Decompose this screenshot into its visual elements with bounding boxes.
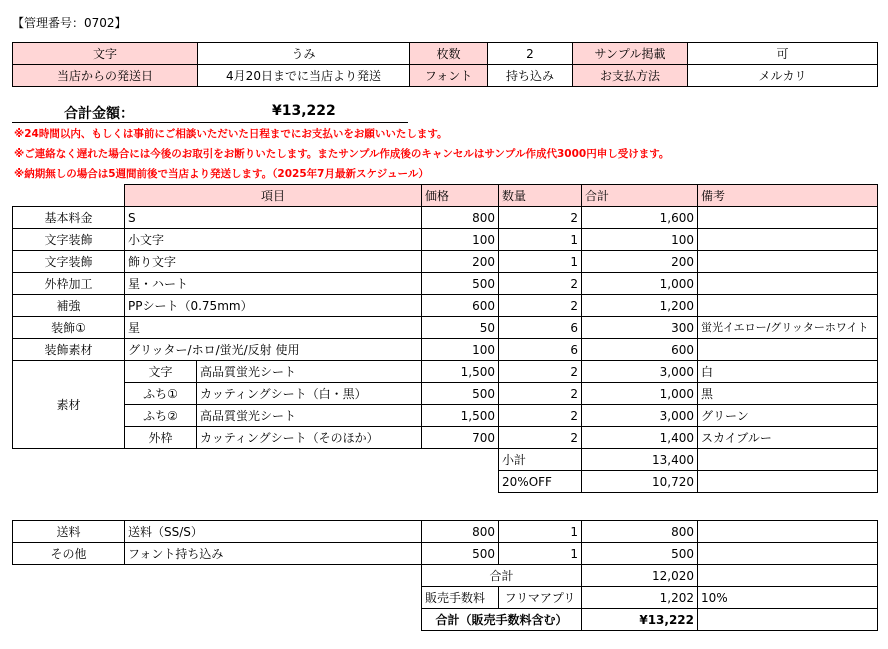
main-header-row (13, 185, 878, 207)
material-sum: 1,000 (582, 383, 698, 405)
material-price: 700 (422, 427, 499, 449)
row-price: 200 (422, 251, 499, 273)
material-price: 500 (422, 383, 499, 405)
total-row (13, 565, 878, 587)
discount-value: 10,720 (582, 471, 698, 493)
table-row (13, 521, 878, 543)
row-item: フォント持ち込み (125, 543, 422, 565)
row-item: 飾り文字 (125, 251, 422, 273)
label-text: 文字 (13, 43, 198, 65)
total-label: 合計 (422, 565, 582, 587)
row-category: 外枠加工 (13, 273, 125, 295)
row-note (698, 295, 878, 317)
fee-label: 販売手数料 (422, 587, 499, 609)
row-sum: 1,000 (582, 273, 698, 295)
subtotal-label: 小計 (499, 449, 582, 471)
value-count: 2 (488, 43, 573, 65)
material-qty: 2 (499, 383, 582, 405)
material-category: 素材 (13, 361, 125, 449)
header-sum: 合計 (582, 185, 698, 207)
label-sample: サンプル掲載 (573, 43, 688, 65)
row-category: 装飾① (13, 317, 125, 339)
row-sum: 300 (582, 317, 698, 339)
table-row (13, 339, 878, 361)
row-note (698, 339, 878, 361)
discount-label: 20%OFF (499, 471, 582, 493)
material-sub: 外枠 (125, 427, 197, 449)
note-payment: ※24時間以内、もしくは事前にご相談いただいた日程までにお支払いをお願いいたします。 (14, 128, 448, 140)
material-item: カッティングシート（白・黒） (197, 383, 422, 405)
header-item: 項目 (125, 185, 422, 207)
row-item: PPシート（0.75mm） (125, 295, 422, 317)
material-row (13, 427, 878, 449)
row-price: 600 (422, 295, 499, 317)
total-value: 12,020 (582, 565, 698, 587)
value-ship-date: 4月20日までに当店より発送 (198, 65, 410, 87)
total-amount-label: 合計金額： (64, 106, 134, 122)
row-qty: 6 (499, 317, 582, 339)
fee-platform: フリマアプリ (499, 587, 582, 609)
row-note (698, 273, 878, 295)
grand-total-label: 合計（販売手数料含む） (422, 609, 582, 631)
row-sum: 800 (582, 521, 698, 543)
material-qty: 2 (499, 427, 582, 449)
control-number: 【管理番号：0702】 (12, 16, 127, 30)
fee-row (13, 587, 878, 609)
info-row-1 (13, 43, 878, 65)
label-ship-date: 当店からの発送日 (13, 65, 198, 87)
note-delivery: ※納期無しの場合は5週間前後で当店より発送します。（2025年7月最新スケジュール） (14, 168, 429, 180)
main-table (12, 184, 878, 493)
row-price: 50 (422, 317, 499, 339)
row-item: S (125, 207, 422, 229)
row-note (698, 229, 878, 251)
value-text: うみ (198, 43, 410, 65)
total-underline (12, 122, 408, 123)
row-sum: 1,200 (582, 295, 698, 317)
row-item: グリッター/ホロ/蛍光/反射 使用 (125, 339, 422, 361)
row-price: 800 (422, 521, 499, 543)
row-price: 800 (422, 207, 499, 229)
label-payment: お支払方法 (573, 65, 688, 87)
table-row (13, 229, 878, 251)
row-qty: 2 (499, 273, 582, 295)
row-category: 文字装飾 (13, 229, 125, 251)
fee-value: 1,202 (582, 587, 698, 609)
row-price: 100 (422, 229, 499, 251)
row-qty: 2 (499, 295, 582, 317)
table-row (13, 317, 878, 339)
material-price: 1,500 (422, 361, 499, 383)
shipping-table (12, 520, 878, 631)
material-qty: 2 (499, 405, 582, 427)
material-item: 高品質蛍光シート (197, 361, 422, 383)
row-price: 500 (422, 273, 499, 295)
row-note (698, 251, 878, 273)
header-qty: 数量 (499, 185, 582, 207)
row-qty: 1 (499, 543, 582, 565)
material-row (13, 383, 878, 405)
material-sub: 文字 (125, 361, 197, 383)
subtotal-row (13, 449, 878, 471)
row-category: 基本料金 (13, 207, 125, 229)
grand-total-value: ¥13,222 (582, 609, 698, 631)
material-note: 黒 (698, 383, 878, 405)
row-sum: 500 (582, 543, 698, 565)
table-row (13, 295, 878, 317)
header-price: 価格 (422, 185, 499, 207)
row-note: 蛍光イエロー/グリッターホワイト (698, 317, 878, 339)
total-amount-value: ¥13,222 (272, 103, 336, 119)
table-row (13, 273, 878, 295)
row-category: 文字装飾 (13, 251, 125, 273)
row-price: 500 (422, 543, 499, 565)
row-category: 装飾素材 (13, 339, 125, 361)
row-item: 送料（SS/S） (125, 521, 422, 543)
fee-rate: 10% (698, 587, 878, 609)
material-note: スカイブルー (698, 427, 878, 449)
value-font: 持ち込み (488, 65, 573, 87)
material-sum: 1,400 (582, 427, 698, 449)
row-qty: 6 (499, 339, 582, 361)
row-category: 送料 (13, 521, 125, 543)
label-font: フォント (410, 65, 488, 87)
row-item: 星 (125, 317, 422, 339)
row-sum: 1,600 (582, 207, 698, 229)
row-sum: 600 (582, 339, 698, 361)
row-sum: 200 (582, 251, 698, 273)
row-note (698, 207, 878, 229)
material-qty: 2 (499, 361, 582, 383)
value-payment: メルカリ (688, 65, 878, 87)
material-row (13, 361, 878, 383)
row-price: 100 (422, 339, 499, 361)
table-row (13, 543, 878, 565)
header-note: 備考 (698, 185, 878, 207)
row-qty: 2 (499, 207, 582, 229)
table-row (13, 251, 878, 273)
row-qty: 1 (499, 521, 582, 543)
info-row-2 (13, 65, 878, 87)
subtotal-value: 13,400 (582, 449, 698, 471)
material-sub: ふち② (125, 405, 197, 427)
material-note: 白 (698, 361, 878, 383)
row-category: その他 (13, 543, 125, 565)
material-sub: ふち① (125, 383, 197, 405)
row-item: 星・ハート (125, 273, 422, 295)
row-category: 補強 (13, 295, 125, 317)
row-qty: 1 (499, 229, 582, 251)
discount-row (13, 471, 878, 493)
material-item: カッティングシート（そのほか） (197, 427, 422, 449)
row-note (698, 543, 878, 565)
material-item: 高品質蛍光シート (197, 405, 422, 427)
value-sample: 可 (688, 43, 878, 65)
material-sum: 3,000 (582, 361, 698, 383)
label-count: 枚数 (410, 43, 488, 65)
material-note: グリーン (698, 405, 878, 427)
note-cancel: ※ご連絡なく遅れた場合には今後のお取引をお断りいたします。またサンプル作成後のキャンセルはサンプル作成代3000円申し受けます。 (14, 148, 670, 160)
row-note (698, 521, 878, 543)
row-item: 小文字 (125, 229, 422, 251)
row-sum: 100 (582, 229, 698, 251)
grand-total-row (13, 609, 878, 631)
row-qty: 1 (499, 251, 582, 273)
material-row (13, 405, 878, 427)
material-sum: 3,000 (582, 405, 698, 427)
table-row (13, 207, 878, 229)
info-table (12, 42, 878, 87)
material-price: 1,500 (422, 405, 499, 427)
